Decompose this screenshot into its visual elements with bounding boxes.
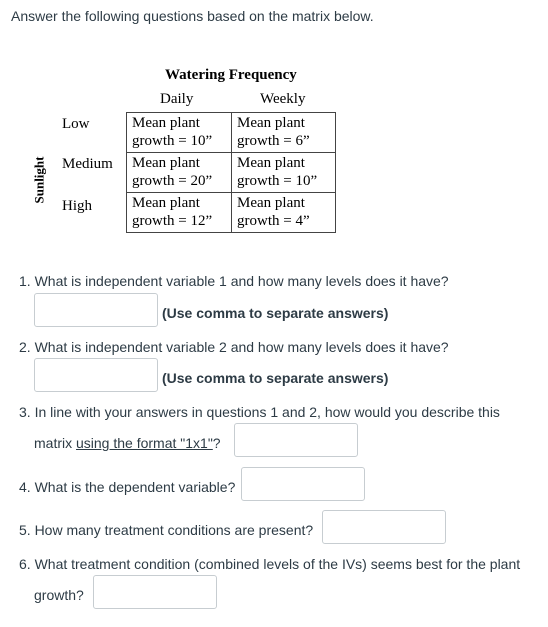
matrix-cell: Mean plant growth = 10” bbox=[232, 153, 336, 193]
matrix-table bbox=[126, 112, 336, 233]
question-1-hint: (Use comma to separate answers) bbox=[162, 305, 389, 321]
question-5-text: 5. How many treatment conditions are present? bbox=[19, 522, 314, 538]
question-2-text: 2. What is independent variable 2 and how many levels does it have? bbox=[19, 339, 449, 355]
row-axis-label bbox=[29, 150, 49, 210]
question-6-text-line2: growth? bbox=[34, 587, 84, 603]
format-link[interactable]: using the format "1x1" bbox=[76, 435, 213, 451]
matrix-row-medium bbox=[127, 153, 336, 193]
question-5-input[interactable] bbox=[322, 510, 446, 544]
matrix-cell: Mean plant growth = 20” bbox=[127, 153, 232, 193]
question-1-input[interactable] bbox=[34, 293, 158, 327]
question-3-text: 3. In line with your answers in questions 1 and 2, how would you describe this bbox=[19, 404, 500, 420]
col-header-daily: Daily bbox=[160, 91, 194, 107]
question-4-text: 4. What is the dependent variable? bbox=[19, 479, 236, 495]
row-header-high: High bbox=[62, 198, 92, 214]
matrix-cell: Mean plant growth = 4” bbox=[232, 193, 336, 233]
question-3-text-line2: matrix using the format "1x1"? bbox=[34, 435, 221, 451]
question-2-input[interactable] bbox=[34, 358, 158, 392]
question-1-text: 1. What is independent variable 1 and how many levels does it have? bbox=[19, 273, 449, 289]
row-header-medium: Medium bbox=[62, 156, 113, 172]
question-6-text: 6. What treatment condition (combined levels of the IVs) seems best for the plant bbox=[19, 556, 521, 572]
matrix-row-high bbox=[127, 193, 336, 233]
question-3-input[interactable] bbox=[234, 423, 358, 457]
sunlight-label: Sunlight bbox=[31, 156, 47, 204]
matrix-title: Watering Frequency bbox=[165, 67, 297, 83]
matrix-cell: Mean plant growth = 12” bbox=[127, 193, 232, 233]
instructions-text: Answer the following questions based on the matrix below. bbox=[11, 8, 374, 24]
question-6-input[interactable] bbox=[93, 575, 217, 609]
col-header-weekly: Weekly bbox=[260, 91, 306, 107]
matrix-row-low bbox=[127, 113, 336, 153]
row-header-low: Low bbox=[62, 116, 90, 132]
matrix-cell: Mean plant growth = 6” bbox=[232, 113, 336, 153]
question-4-input[interactable] bbox=[241, 467, 365, 501]
question-2-hint: (Use comma to separate answers) bbox=[162, 370, 389, 386]
matrix-cell: Mean plant growth = 10” bbox=[127, 113, 232, 153]
